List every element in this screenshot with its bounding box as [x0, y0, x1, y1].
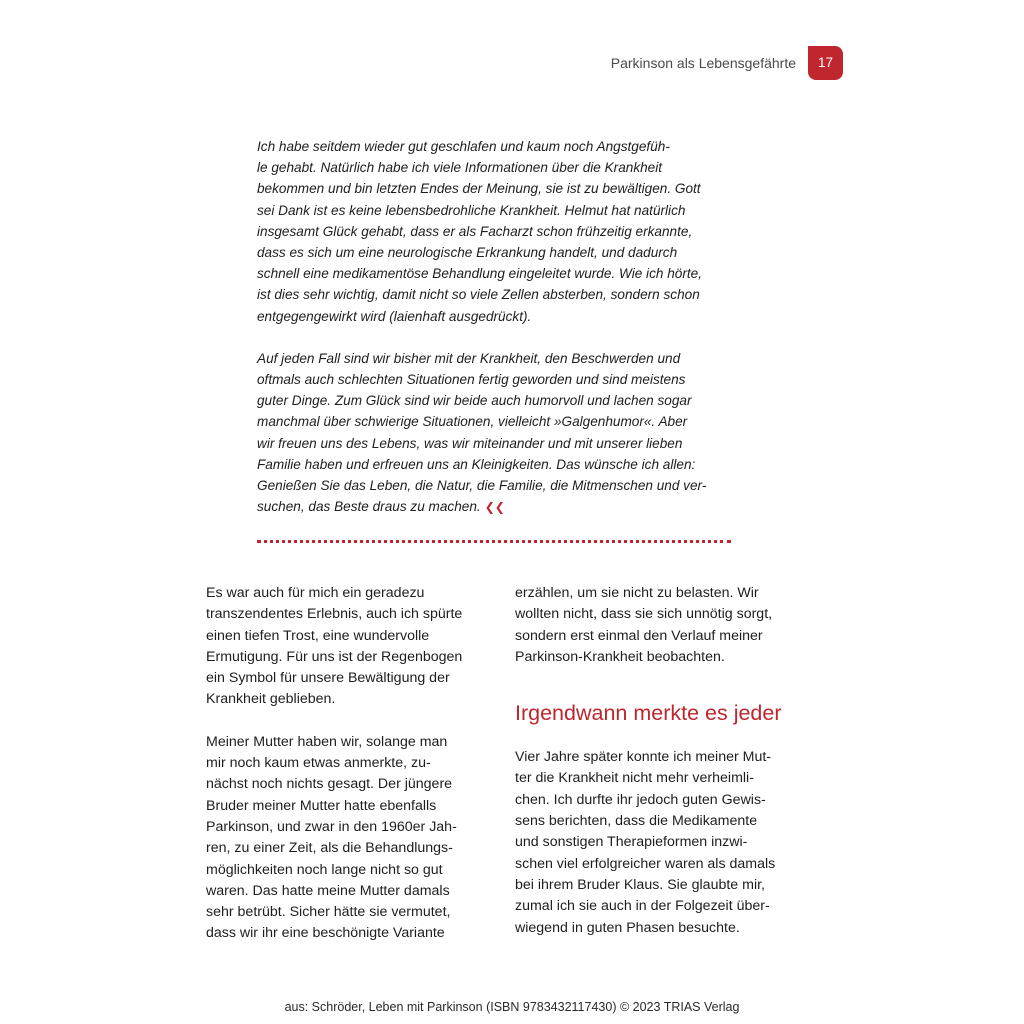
quote-line: sei Dank ist es keine lebensbedrohliche Krankheit. Helmut hat natürlich — [257, 202, 686, 218]
body-line: sens berichten, dass die Medikamente — [515, 813, 758, 830]
quote-line: guter Dinge. Zum Glück sind wir beide auch humorvoll und lachen sogar — [257, 393, 692, 409]
body-line: ren, zu einer Zeit, als die Behandlungs- — [206, 840, 453, 857]
body-line: und sonstigen Therapieformen inzwi- — [515, 834, 748, 851]
quote-line: schnell eine medikamentöse Behandlung eingeleitet wurde. Wie ich hörte, — [257, 266, 702, 282]
quote-line: dass es sich um eine neurologische Erkrankung handelt, und dadurch — [257, 245, 678, 261]
body-line: ter die Krankheit nicht mehr verheimli- — [515, 770, 754, 787]
quote-line: Ich habe seitdem wieder gut geschlafen und kaum noch Angstgefüh- — [257, 139, 670, 154]
running-head: Parkinson als Lebensgefährte — [610, 55, 796, 71]
quote-line-text: suchen, das Beste draus zu machen. — [257, 499, 481, 515]
quote-line: Auf jeden Fall sind wir bisher mit der Krankheit, den Beschwerden und — [257, 350, 681, 366]
body-line: einen tiefen Trost, eine wundervolle — [206, 627, 430, 644]
body-line: dass wir ihr eine beschönigte Variante — [206, 925, 445, 942]
quote-line: entgegengewirkt wird (laienhaft ausgedrückt). — [257, 308, 532, 324]
page-number-badge: 17 — [808, 46, 843, 80]
body-line: transzendentes Erlebnis, auch ich spürte — [206, 606, 463, 623]
body-line: ein Symbol für unsere Bewältigung der — [206, 670, 450, 687]
body-line: Vier Jahre später konnte ich meiner Mut- — [515, 749, 772, 766]
quote-line: bekommen und bin letzten Endes der Meinung, sie ist zu bewältigen. Gott — [257, 181, 701, 197]
body-line: Krankheit geblieben. — [206, 691, 336, 708]
body-line: wollten nicht, dass sie sich unnötig sorgt, — [515, 606, 773, 623]
body-line: sondern erst einmal den Verlauf meiner — [515, 627, 763, 644]
right-column — [515, 583, 805, 939]
quote-line: insgesamt Glück gehabt, dass er als Facharzt schon frühzeitig erkannte, — [257, 223, 693, 239]
section-heading: Irgendwann merkte es jeder — [515, 701, 782, 726]
body-line: wiegend in guten Phasen besuchte. — [515, 919, 740, 936]
body-line: Es war auch für mich ein geradezu — [206, 585, 425, 601]
double-chevron-left-icon: ❮❮ — [484, 500, 505, 515]
quote-line: Familie haben und erfreuen uns an Kleinigkeiten. Das wünsche ich allen: — [257, 456, 696, 472]
body-line: chen. Ich durfte ihr jedoch guten Gewis- — [515, 791, 766, 808]
quote-line: le gehabt. Natürlich habe ich viele Informationen über die Krankheit — [257, 160, 663, 176]
body-line: Parkinson, und zwar in den 1960er Jah- — [206, 818, 457, 835]
body-line: sehr betrübt. Sicher hätte sie vermutet, — [206, 904, 451, 921]
quote-paragraph — [257, 136, 747, 327]
body-line: mir noch kaum etwas anmerkte, zu- — [206, 755, 431, 772]
body-line: nächst noch nichts gesagt. Der jüngere — [206, 776, 453, 793]
quote-line: manchmal über schwierige Situationen, vielleicht »Galgenhumor«. Aber — [257, 414, 688, 430]
quote-line — [257, 496, 747, 518]
body-line: schen viel erfolgreicher waren als damals — [515, 855, 776, 872]
footer-credit: aus: Schröder, Leben mit Parkinson (ISBN 9783432117430) © 2023 TRIAS Verlag — [284, 1000, 740, 1014]
body-paragraph — [206, 583, 496, 711]
body-line: Ermutigung. Für uns ist der Regenbogen — [206, 648, 463, 665]
quote-line: Genießen Sie das Leben, die Natur, die Familie, die Mitmenschen und ver- — [257, 478, 707, 494]
body-paragraph — [515, 747, 805, 939]
quote-line: ist dies sehr wichtig, damit nicht so viele Zellen absterben, sondern schon — [257, 287, 700, 303]
body-line: bei ihrem Bruder Klaus. Sie glaubte mir, — [515, 876, 765, 893]
quote-paragraph — [257, 348, 747, 519]
left-column — [206, 583, 496, 945]
body-paragraph — [206, 732, 496, 945]
body-line: Meiner Mutter haben wir, solange man — [206, 733, 448, 750]
body-line: waren. Das hatte meine Mutter damals — [206, 882, 450, 899]
dotted-divider — [257, 540, 731, 543]
quote-line: oftmals auch schlechten Situationen fertig geworden und sind meistens — [257, 372, 686, 388]
body-line: Bruder meiner Mutter hatte ebenfalls — [206, 797, 437, 814]
body-line: erzählen, um sie nicht zu belasten. Wir — [515, 585, 759, 601]
body-line: Parkinson-Krankheit beobachten. — [515, 648, 725, 665]
body-line: zumal ich sie auch in der Folgezeit über- — [515, 898, 770, 915]
body-paragraph — [515, 583, 805, 668]
quote-line: wir freuen uns des Lebens, was wir miteinander und mit unserer lieben — [257, 435, 683, 451]
testimonial-quote — [257, 136, 747, 518]
body-line: möglichkeiten noch lange nicht so gut — [206, 861, 443, 878]
